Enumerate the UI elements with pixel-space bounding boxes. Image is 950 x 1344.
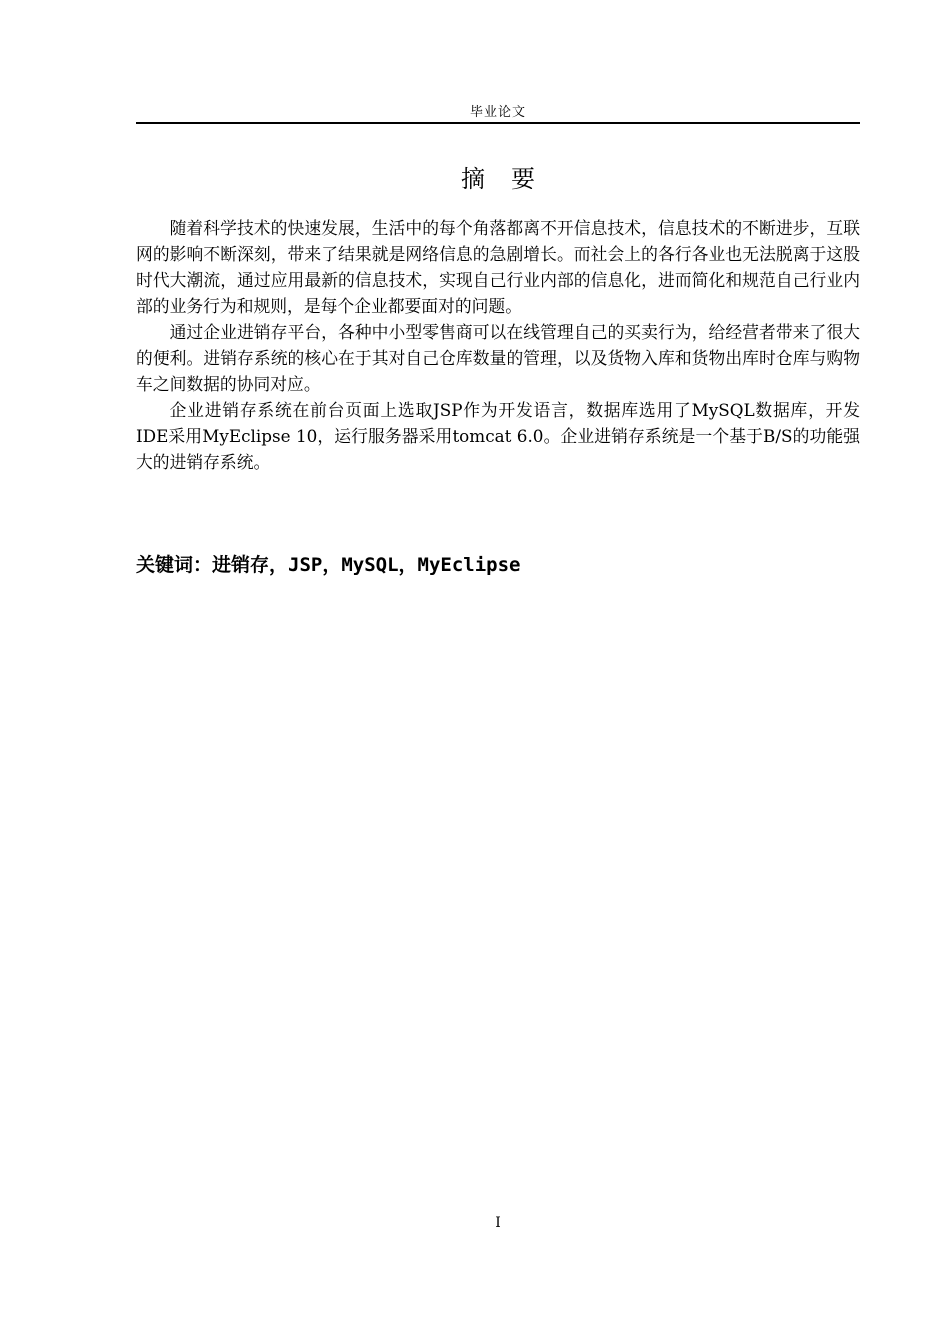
keywords-label: 关键词： — [136, 554, 213, 576]
abstract-body — [136, 215, 860, 475]
abstract-title: 摘要 — [461, 165, 561, 193]
header-rule — [136, 122, 860, 124]
running-header: 毕业论文 — [469, 105, 526, 120]
abstract-paragraph-1: 随着科学技术的快速发展，生活中的每个角落都离不开信息技术，信息技术的不断进步，互联网的影响不断深刻，带来了结果就是网络信息的急剧增长。而社会上的各行各业也无法脱离于这股时代大潮流，通过应用最新的信息技术，实现自己行业内部的信息化，进而简化和规范自己行业内部的业务行为和规则，是每个企业都要面对的问题。 — [136, 218, 860, 316]
abstract-paragraph-2: 通过企业进销存平台，各种中小型零售商可以在线管理自己的买卖行为，给经营者带来了很大的便利。进销存系统的核心在于其对自己仓库数量的管理，以及货物入库和货物出库时仓库与购物车之间数据的协同对应。 — [136, 322, 860, 394]
abstract-paragraph-3: 企业进销存系统在前台页面上选取JSP作为开发语言，数据库选用了MySQL数据库，开发IDE采用MyEclipse 10，运行服务器采用tomcat 6.0。企业进销存系统是一个基于B/S的功能强大的进销存系统。 — [136, 400, 860, 472]
page-number: I — [495, 1215, 501, 1231]
keywords-line — [136, 551, 860, 579]
keywords-value: 进销存，JSP，MySQL，MyEclipse — [212, 554, 521, 576]
